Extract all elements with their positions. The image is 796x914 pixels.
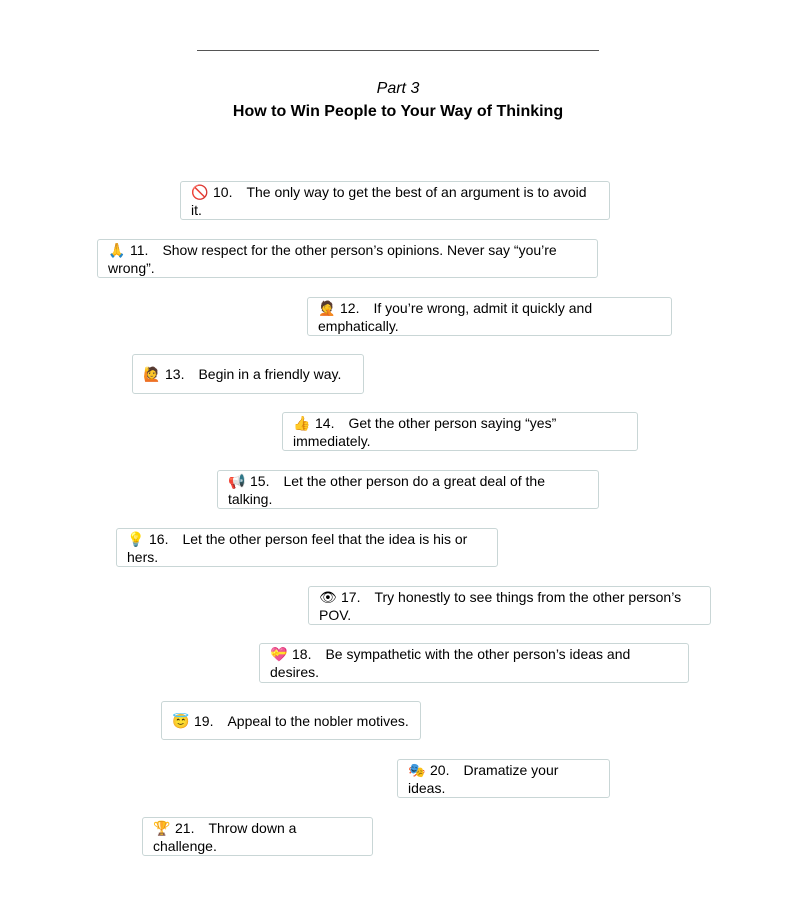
page-title: How to Win People to Your Way of Thinking — [232, 103, 564, 120]
part-label: Part 3 — [376, 80, 420, 97]
principle-number: 11. — [130, 241, 149, 258]
principle-card-18 — [259, 643, 689, 683]
principle-number: 18. — [292, 646, 312, 662]
no-entry-icon: 🚫 — [191, 183, 209, 200]
megaphone-icon: 📢 — [228, 472, 246, 489]
principle-card-19 — [161, 701, 421, 740]
principle-number: 12. — [340, 299, 360, 316]
person-facepalming-icon: 🤦 — [318, 299, 336, 316]
principle-card-15 — [217, 470, 599, 509]
principle-card-21 — [142, 817, 373, 856]
principle-card-10 — [180, 181, 610, 220]
heart-with-ribbon-icon: 💝 — [270, 646, 288, 662]
principle-number: 14. — [315, 414, 335, 431]
horizontal-divider — [197, 50, 599, 51]
principle-text: Appeal to the nobler motives. — [227, 712, 409, 729]
thumbs-up-icon: 👍 — [293, 414, 311, 431]
folded-hands-icon: 🙏 — [108, 241, 126, 258]
principle-number: 20. — [430, 761, 450, 778]
principle-card-13 — [132, 354, 364, 394]
principle-card-11 — [97, 239, 598, 278]
principle-text: If you’re wrong, admit it quickly and emphatically. — [318, 299, 593, 334]
principle-number: 15. — [250, 472, 270, 489]
principle-text: The only way to get the best of an argument is to avoid it. — [191, 183, 587, 218]
principle-text: Dramatize your ideas. — [408, 761, 559, 796]
person-raising-hand-icon: 🙋 — [143, 366, 161, 382]
principle-text: Try honestly to see things from the other person’s POV. — [319, 588, 682, 623]
principle-card-20 — [397, 759, 610, 798]
principle-text: Show respect for the other person’s opinions. Never say “you’re wrong”. — [108, 241, 557, 276]
principle-number: 13. — [165, 366, 185, 382]
principle-card-12 — [307, 297, 672, 336]
principle-text: Throw down a challenge. — [153, 819, 297, 854]
principle-text: Get the other person saying “yes” immediately. — [293, 414, 557, 449]
principle-number: 19. — [194, 712, 214, 729]
principle-text: Let the other person do a great deal of the talking. — [228, 472, 545, 507]
principle-number: 17. — [341, 588, 361, 605]
light-bulb-icon: 💡 — [127, 530, 145, 547]
performing-arts-icon: 🎭 — [408, 761, 426, 778]
smiling-face-with-halo-icon: 😇 — [172, 712, 190, 729]
principle-text: Let the other person feel that the idea is his or hers. — [127, 530, 468, 565]
eye-icon: 👁 — [319, 588, 337, 605]
principle-card-14 — [282, 412, 638, 451]
principle-text: Begin in a friendly way. — [198, 366, 342, 382]
principle-card-17 — [308, 586, 711, 625]
trophy-icon: 🏆 — [153, 819, 171, 836]
principle-card-16 — [116, 528, 498, 567]
principle-number: 10. — [213, 183, 233, 200]
principle-number: 16. — [149, 530, 169, 547]
principle-text: Be sympathetic with the other person’s ideas and desires. — [270, 646, 631, 680]
principle-number: 21. — [175, 819, 195, 836]
